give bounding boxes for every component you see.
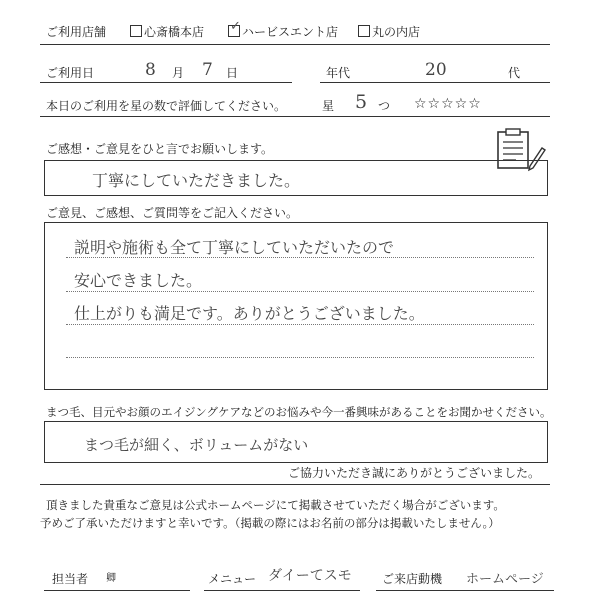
menu-value: ダイーてスモ: [268, 568, 352, 584]
menu-underline: [204, 590, 360, 591]
store-name: 丸の内店: [372, 25, 421, 39]
store-label: ご利用店舗: [46, 25, 107, 39]
divider: [40, 44, 550, 45]
checkbox-checked[interactable]: [228, 19, 241, 37]
age-unit: 代: [508, 66, 521, 80]
age-underline: [320, 82, 550, 83]
staff-seal: 卿: [106, 573, 116, 584]
notice-line-2: 予めご了承いただけますと幸いです。（掲載の際にはお名前の部分は掲載いたしません。）: [40, 516, 500, 530]
rating-prompt: 本日のご利用を星の数で評価してください。: [46, 99, 287, 113]
month-unit: 月: [172, 66, 185, 80]
store-option-shinsaibashi[interactable]: [130, 25, 204, 39]
long-comment-prompt: ご意見、ご感想、ご質問等をご記入ください。: [46, 206, 299, 220]
age-value: 20: [425, 60, 447, 80]
writing-line: [66, 324, 534, 325]
long-comment-line: 説明や施術も全て丁寧にしていただいたので: [74, 238, 395, 257]
rating-value: 5: [355, 91, 368, 113]
motive-value: ホームページ: [466, 572, 544, 587]
check-mark-icon: ✓: [230, 19, 241, 34]
staff-label: 担当者: [52, 572, 89, 586]
long-comment-line: 安心できました。: [74, 271, 203, 290]
age-label: 年代: [326, 66, 351, 80]
short-comment-prompt: ご感想・ご意見をひと言でお願いします。: [46, 142, 274, 156]
checkbox[interactable]: [358, 25, 370, 37]
store-option-marunouchi[interactable]: [358, 25, 420, 39]
date-underline: [40, 82, 292, 83]
divider: [40, 116, 550, 117]
date-label: ご利用日: [46, 66, 95, 80]
store-name: ハービスエント店: [242, 25, 339, 39]
store-name: 心斎橋本店: [144, 25, 205, 39]
staff-underline: [44, 590, 190, 591]
writing-line: [66, 357, 534, 358]
writing-line: [66, 291, 534, 292]
rating-stars: ☆☆☆☆☆: [414, 96, 482, 112]
notice-line-1: 頂きました貴重なご意見は公式ホームページにて掲載させていただく場合がございます。: [46, 498, 505, 512]
month-value: 8: [145, 60, 156, 80]
concern-prompt: まつ毛、目元やお顔のエイジングケアなどのお悩みや今一番興味があることをお聞かせください。: [46, 405, 552, 419]
motive-underline: [376, 590, 554, 591]
day-value: 7: [202, 60, 213, 80]
day-unit: 日: [226, 66, 239, 80]
checkbox[interactable]: [130, 25, 142, 37]
motive-label: ご来店動機: [382, 572, 443, 586]
menu-label: メニュー: [208, 572, 257, 586]
star-label: 星: [322, 99, 335, 113]
concern-text: まつ毛が細く、ボリュームがない: [84, 436, 309, 454]
divider: [40, 484, 550, 485]
thanks-text: ご協力いただき誠にありがとうございました。: [288, 466, 541, 480]
long-comment-line: 仕上がりも満足です。ありがとうございました。: [74, 304, 425, 323]
short-comment-text: 丁寧にしていただきました。: [92, 171, 301, 190]
store-option-herbis[interactable]: [228, 19, 339, 39]
rating-unit: つ: [378, 99, 391, 113]
